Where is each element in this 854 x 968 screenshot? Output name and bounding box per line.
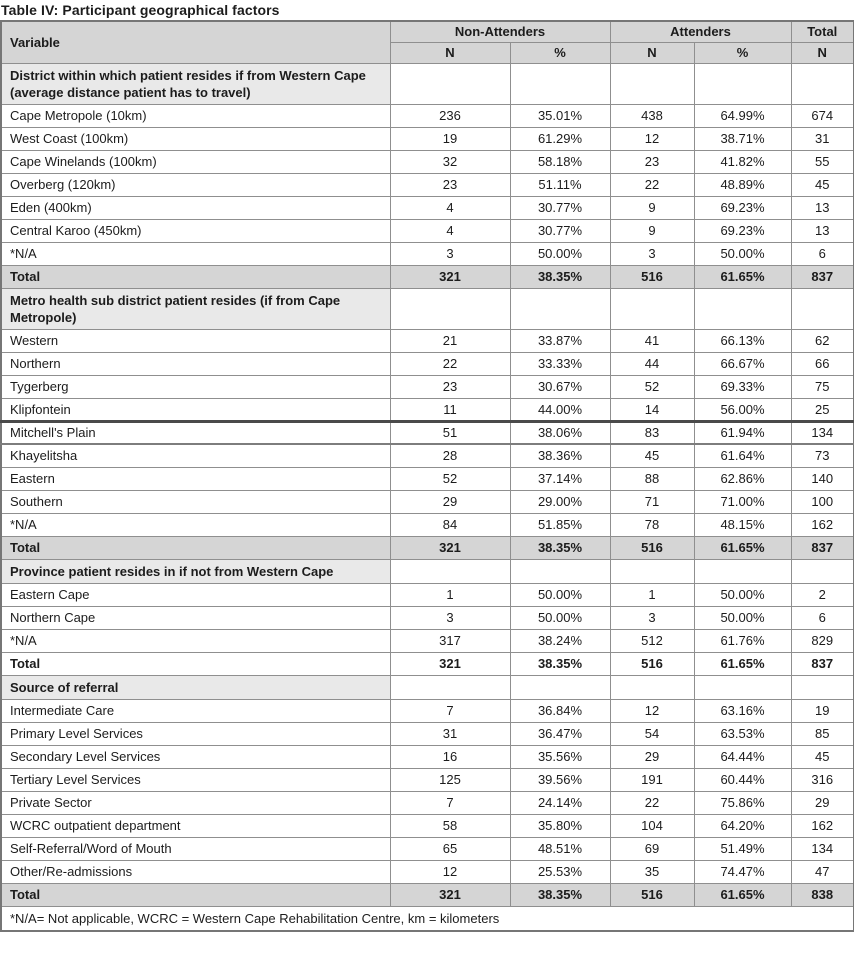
value-cell: 48.89% bbox=[694, 173, 791, 196]
value-cell: 100 bbox=[791, 490, 854, 513]
value-cell: 48.51% bbox=[510, 837, 610, 860]
value-cell: 61.29% bbox=[510, 127, 610, 150]
value-cell: 12 bbox=[610, 699, 694, 722]
value-cell: 41 bbox=[610, 329, 694, 352]
total-value-cell: 321 bbox=[390, 265, 510, 288]
table-row bbox=[1, 606, 854, 629]
value-cell: 45 bbox=[791, 173, 854, 196]
value-cell: 21 bbox=[390, 329, 510, 352]
value-cell: 85 bbox=[791, 722, 854, 745]
value-cell: 125 bbox=[390, 768, 510, 791]
table-title: Table IV: Participant geographical factors bbox=[1, 2, 280, 18]
value-cell: 45 bbox=[610, 444, 694, 467]
table-footnote: *N/A= Not applicable, WCRC = Western Cape Rehabilitation Centre, km = kilometers bbox=[1, 906, 854, 931]
empty-cell bbox=[610, 675, 694, 699]
total-row bbox=[1, 536, 854, 559]
total-value-cell: 837 bbox=[791, 536, 854, 559]
value-cell: 22 bbox=[610, 791, 694, 814]
value-cell: 37.14% bbox=[510, 467, 610, 490]
value-cell: 52 bbox=[610, 375, 694, 398]
value-cell: 38.06% bbox=[510, 421, 610, 444]
value-cell: 62 bbox=[791, 329, 854, 352]
value-cell: 19 bbox=[791, 699, 854, 722]
value-cell: 52 bbox=[390, 467, 510, 490]
value-cell: 75 bbox=[791, 375, 854, 398]
empty-cell bbox=[791, 288, 854, 329]
empty-cell bbox=[510, 63, 610, 104]
value-cell: 83 bbox=[610, 421, 694, 444]
value-cell: 7 bbox=[390, 699, 510, 722]
value-cell: 64.99% bbox=[694, 104, 791, 127]
empty-cell bbox=[694, 63, 791, 104]
value-cell: 3 bbox=[610, 242, 694, 265]
total-value-cell: 61.65% bbox=[694, 265, 791, 288]
value-cell: 33.87% bbox=[510, 329, 610, 352]
value-cell: 6 bbox=[791, 606, 854, 629]
total-label-cell: Total bbox=[1, 883, 390, 906]
value-cell: 4 bbox=[390, 196, 510, 219]
value-cell: 36.47% bbox=[510, 722, 610, 745]
value-cell: 1 bbox=[390, 583, 510, 606]
value-cell: 66.13% bbox=[694, 329, 791, 352]
value-cell: 3 bbox=[610, 606, 694, 629]
value-cell: 23 bbox=[390, 173, 510, 196]
value-cell: 33.33% bbox=[510, 352, 610, 375]
value-cell: 62.86% bbox=[694, 467, 791, 490]
value-cell: 12 bbox=[610, 127, 694, 150]
value-cell: 24.14% bbox=[510, 791, 610, 814]
total-value-cell: 321 bbox=[390, 652, 510, 675]
total-label-cell: Total bbox=[1, 265, 390, 288]
empty-cell bbox=[694, 559, 791, 583]
value-cell: 64.20% bbox=[694, 814, 791, 837]
empty-cell bbox=[610, 559, 694, 583]
table-row bbox=[1, 444, 854, 467]
value-cell: 104 bbox=[610, 814, 694, 837]
total-value-cell: 61.65% bbox=[694, 883, 791, 906]
value-cell: 23 bbox=[390, 375, 510, 398]
value-cell: 134 bbox=[791, 421, 854, 444]
empty-cell bbox=[390, 675, 510, 699]
empty-cell bbox=[791, 675, 854, 699]
value-cell: 12 bbox=[390, 860, 510, 883]
value-cell: 58.18% bbox=[510, 150, 610, 173]
value-cell: 14 bbox=[610, 398, 694, 421]
variable-cell: Primary Level Services bbox=[1, 722, 390, 745]
value-cell: 60.44% bbox=[694, 768, 791, 791]
table-row bbox=[1, 173, 854, 196]
empty-cell bbox=[510, 559, 610, 583]
value-cell: 134 bbox=[791, 837, 854, 860]
value-cell: 61.94% bbox=[694, 421, 791, 444]
value-cell: 22 bbox=[390, 352, 510, 375]
table-row bbox=[1, 490, 854, 513]
table-row bbox=[1, 104, 854, 127]
value-cell: 56.00% bbox=[694, 398, 791, 421]
value-cell: 51.11% bbox=[510, 173, 610, 196]
value-cell: 61.64% bbox=[694, 444, 791, 467]
value-cell: 31 bbox=[791, 127, 854, 150]
variable-cell: *N/A bbox=[1, 629, 390, 652]
value-cell: 31 bbox=[390, 722, 510, 745]
value-cell: 63.16% bbox=[694, 699, 791, 722]
value-cell: 674 bbox=[791, 104, 854, 127]
value-cell: 25.53% bbox=[510, 860, 610, 883]
col-subheader-n-total: N bbox=[791, 42, 854, 63]
value-cell: 236 bbox=[390, 104, 510, 127]
col-header-variable: Variable bbox=[1, 21, 390, 63]
variable-cell: West Coast (100km) bbox=[1, 127, 390, 150]
value-cell: 69.23% bbox=[694, 219, 791, 242]
value-cell: 7 bbox=[390, 791, 510, 814]
variable-cell: Cape Metropole (10km) bbox=[1, 104, 390, 127]
value-cell: 36.84% bbox=[510, 699, 610, 722]
table-body bbox=[1, 63, 854, 931]
value-cell: 65 bbox=[390, 837, 510, 860]
variable-cell: Self-Referral/Word of Mouth bbox=[1, 837, 390, 860]
section-header-row bbox=[1, 559, 854, 583]
total-value-cell: 38.35% bbox=[510, 883, 610, 906]
value-cell: 29 bbox=[390, 490, 510, 513]
value-cell: 19 bbox=[390, 127, 510, 150]
table-row bbox=[1, 791, 854, 814]
empty-cell bbox=[694, 675, 791, 699]
value-cell: 30.67% bbox=[510, 375, 610, 398]
total-value-cell: 61.65% bbox=[694, 536, 791, 559]
variable-cell: Secondary Level Services bbox=[1, 745, 390, 768]
variable-cell: Eastern Cape bbox=[1, 583, 390, 606]
value-cell: 50.00% bbox=[510, 583, 610, 606]
header-group-row bbox=[1, 21, 854, 42]
value-cell: 50.00% bbox=[694, 606, 791, 629]
value-cell: 51.49% bbox=[694, 837, 791, 860]
table-row bbox=[1, 768, 854, 791]
value-cell: 35 bbox=[610, 860, 694, 883]
variable-cell: Overberg (120km) bbox=[1, 173, 390, 196]
value-cell: 140 bbox=[791, 467, 854, 490]
value-cell: 69.33% bbox=[694, 375, 791, 398]
value-cell: 162 bbox=[791, 814, 854, 837]
value-cell: 35.56% bbox=[510, 745, 610, 768]
value-cell: 3 bbox=[390, 242, 510, 265]
value-cell: 11 bbox=[390, 398, 510, 421]
value-cell: 66 bbox=[791, 352, 854, 375]
empty-cell bbox=[610, 63, 694, 104]
section-header-cell: Source of referral bbox=[1, 675, 390, 699]
variable-cell: Eden (400km) bbox=[1, 196, 390, 219]
value-cell: 69 bbox=[610, 837, 694, 860]
value-cell: 438 bbox=[610, 104, 694, 127]
variable-cell: Intermediate Care bbox=[1, 699, 390, 722]
empty-cell bbox=[694, 288, 791, 329]
value-cell: 48.15% bbox=[694, 513, 791, 536]
value-cell: 50.00% bbox=[510, 242, 610, 265]
variable-cell: WCRC outpatient department bbox=[1, 814, 390, 837]
variable-cell: Khayelitsha bbox=[1, 444, 390, 467]
value-cell: 58 bbox=[390, 814, 510, 837]
value-cell: 75.86% bbox=[694, 791, 791, 814]
table-row bbox=[1, 242, 854, 265]
col-subheader-pct-nonattenders: % bbox=[510, 42, 610, 63]
value-cell: 9 bbox=[610, 196, 694, 219]
empty-cell bbox=[390, 288, 510, 329]
value-cell: 66.67% bbox=[694, 352, 791, 375]
value-cell: 1 bbox=[610, 583, 694, 606]
value-cell: 9 bbox=[610, 219, 694, 242]
value-cell: 45 bbox=[791, 745, 854, 768]
variable-cell: Northern Cape bbox=[1, 606, 390, 629]
table-row bbox=[1, 814, 854, 837]
value-cell: 316 bbox=[791, 768, 854, 791]
section-header-row bbox=[1, 675, 854, 699]
value-cell: 50.00% bbox=[694, 583, 791, 606]
table-row bbox=[1, 127, 854, 150]
col-header-attenders: Attenders bbox=[610, 21, 791, 42]
value-cell: 41.82% bbox=[694, 150, 791, 173]
value-cell: 3 bbox=[390, 606, 510, 629]
empty-cell bbox=[610, 288, 694, 329]
total-value-cell: 38.35% bbox=[510, 265, 610, 288]
total-value-cell: 38.35% bbox=[510, 536, 610, 559]
value-cell: 78 bbox=[610, 513, 694, 536]
value-cell: 829 bbox=[791, 629, 854, 652]
value-cell: 47 bbox=[791, 860, 854, 883]
variable-cell: Tygerberg bbox=[1, 375, 390, 398]
value-cell: 30.77% bbox=[510, 219, 610, 242]
col-header-non-attenders: Non-Attenders bbox=[390, 21, 610, 42]
table-row bbox=[1, 629, 854, 652]
empty-cell bbox=[390, 559, 510, 583]
section-header-cell: Province patient resides in if not from Western Cape bbox=[1, 559, 390, 583]
total-label-cell: Total bbox=[1, 652, 390, 675]
table-row bbox=[1, 219, 854, 242]
value-cell: 6 bbox=[791, 242, 854, 265]
value-cell: 63.53% bbox=[694, 722, 791, 745]
section-header-cell: District within which patient resides if from Western Cape (average distance patient has to travel) bbox=[1, 63, 390, 104]
table-row bbox=[1, 699, 854, 722]
value-cell: 88 bbox=[610, 467, 694, 490]
col-subheader-pct-attenders: % bbox=[694, 42, 791, 63]
variable-cell: Mitchell's Plain bbox=[1, 421, 390, 444]
value-cell: 69.23% bbox=[694, 196, 791, 219]
variable-cell: Southern bbox=[1, 490, 390, 513]
table-row bbox=[1, 196, 854, 219]
value-cell: 50.00% bbox=[510, 606, 610, 629]
value-cell: 191 bbox=[610, 768, 694, 791]
variable-cell: *N/A bbox=[1, 242, 390, 265]
empty-cell bbox=[510, 675, 610, 699]
table-row bbox=[1, 467, 854, 490]
value-cell: 29 bbox=[791, 791, 854, 814]
total-row bbox=[1, 883, 854, 906]
table-row bbox=[1, 722, 854, 745]
value-cell: 13 bbox=[791, 219, 854, 242]
col-header-total: Total bbox=[791, 21, 854, 42]
value-cell: 50.00% bbox=[694, 242, 791, 265]
variable-cell: Other/Re-admissions bbox=[1, 860, 390, 883]
value-cell: 2 bbox=[791, 583, 854, 606]
value-cell: 38.71% bbox=[694, 127, 791, 150]
value-cell: 44 bbox=[610, 352, 694, 375]
participant-geographical-factors-table bbox=[0, 20, 854, 932]
empty-cell bbox=[390, 63, 510, 104]
value-cell: 13 bbox=[791, 196, 854, 219]
value-cell: 44.00% bbox=[510, 398, 610, 421]
empty-cell bbox=[791, 559, 854, 583]
value-cell: 64.44% bbox=[694, 745, 791, 768]
table-row bbox=[1, 150, 854, 173]
footnote-row bbox=[1, 906, 854, 931]
total-value-cell: 38.35% bbox=[510, 652, 610, 675]
table-row bbox=[1, 745, 854, 768]
value-cell: 73 bbox=[791, 444, 854, 467]
total-value-cell: 837 bbox=[791, 652, 854, 675]
table-row bbox=[1, 860, 854, 883]
value-cell: 29.00% bbox=[510, 490, 610, 513]
variable-cell: *N/A bbox=[1, 513, 390, 536]
total-value-cell: 321 bbox=[390, 536, 510, 559]
value-cell: 162 bbox=[791, 513, 854, 536]
variable-cell: Tertiary Level Services bbox=[1, 768, 390, 791]
variable-cell: Northern bbox=[1, 352, 390, 375]
variable-cell: Klipfontein bbox=[1, 398, 390, 421]
value-cell: 38.36% bbox=[510, 444, 610, 467]
total-row bbox=[1, 265, 854, 288]
variable-cell: Private Sector bbox=[1, 791, 390, 814]
value-cell: 23 bbox=[610, 150, 694, 173]
total-value-cell: 321 bbox=[390, 883, 510, 906]
value-cell: 25 bbox=[791, 398, 854, 421]
total-value-cell: 516 bbox=[610, 536, 694, 559]
total-value-cell: 516 bbox=[610, 652, 694, 675]
total-value-cell: 516 bbox=[610, 265, 694, 288]
table-header bbox=[1, 21, 854, 63]
value-cell: 55 bbox=[791, 150, 854, 173]
total-value-cell: 61.65% bbox=[694, 652, 791, 675]
value-cell: 71.00% bbox=[694, 490, 791, 513]
table-row bbox=[1, 375, 854, 398]
table-row bbox=[1, 421, 854, 444]
table-row bbox=[1, 837, 854, 860]
section-header-cell: Metro health sub district patient resides (if from Cape Metropole) bbox=[1, 288, 390, 329]
value-cell: 84 bbox=[390, 513, 510, 536]
total-value-cell: 838 bbox=[791, 883, 854, 906]
variable-cell: Central Karoo (450km) bbox=[1, 219, 390, 242]
section-header-row bbox=[1, 63, 854, 104]
value-cell: 28 bbox=[390, 444, 510, 467]
empty-cell bbox=[510, 288, 610, 329]
col-subheader-n-attenders: N bbox=[610, 42, 694, 63]
total-value-cell: 516 bbox=[610, 883, 694, 906]
variable-cell: Eastern bbox=[1, 467, 390, 490]
variable-cell: Cape Winelands (100km) bbox=[1, 150, 390, 173]
table-row bbox=[1, 329, 854, 352]
value-cell: 35.01% bbox=[510, 104, 610, 127]
table-row bbox=[1, 583, 854, 606]
value-cell: 16 bbox=[390, 745, 510, 768]
variable-cell: Western bbox=[1, 329, 390, 352]
value-cell: 39.56% bbox=[510, 768, 610, 791]
value-cell: 71 bbox=[610, 490, 694, 513]
value-cell: 61.76% bbox=[694, 629, 791, 652]
value-cell: 22 bbox=[610, 173, 694, 196]
section-header-row bbox=[1, 288, 854, 329]
value-cell: 30.77% bbox=[510, 196, 610, 219]
value-cell: 512 bbox=[610, 629, 694, 652]
value-cell: 29 bbox=[610, 745, 694, 768]
value-cell: 32 bbox=[390, 150, 510, 173]
value-cell: 54 bbox=[610, 722, 694, 745]
value-cell: 4 bbox=[390, 219, 510, 242]
table-row bbox=[1, 513, 854, 536]
value-cell: 51.85% bbox=[510, 513, 610, 536]
value-cell: 51 bbox=[390, 421, 510, 444]
value-cell: 35.80% bbox=[510, 814, 610, 837]
total-row bbox=[1, 652, 854, 675]
col-subheader-n-nonattenders: N bbox=[390, 42, 510, 63]
total-label-cell: Total bbox=[1, 536, 390, 559]
value-cell: 74.47% bbox=[694, 860, 791, 883]
empty-cell bbox=[791, 63, 854, 104]
table-row bbox=[1, 352, 854, 375]
value-cell: 38.24% bbox=[510, 629, 610, 652]
total-value-cell: 837 bbox=[791, 265, 854, 288]
table-row bbox=[1, 398, 854, 421]
value-cell: 317 bbox=[390, 629, 510, 652]
